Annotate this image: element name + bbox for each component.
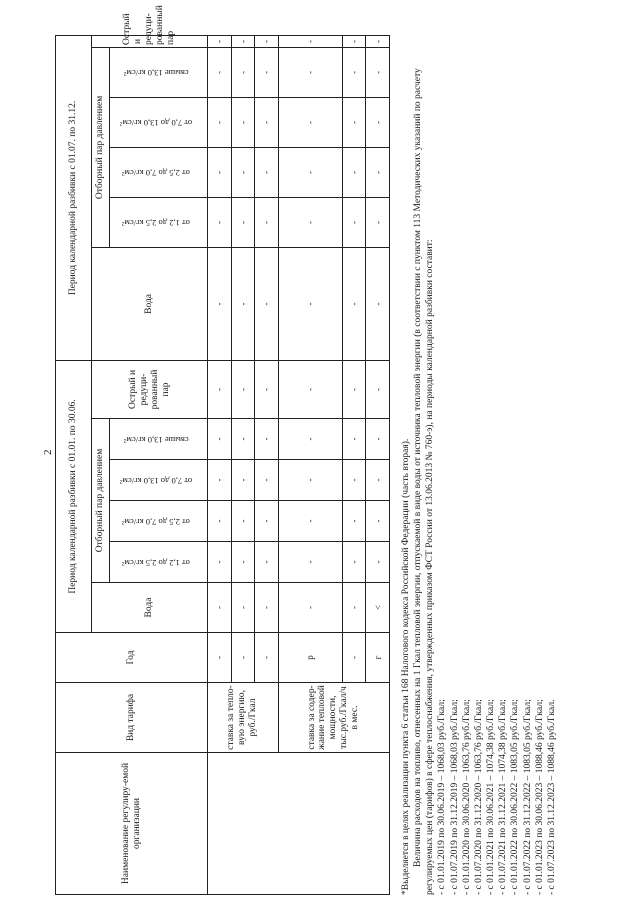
- value-cell: -: [366, 501, 390, 542]
- value-cell: -: [255, 542, 279, 583]
- header-steam-4-2: свыше 13,0 кг/см²: [109, 47, 207, 97]
- value-cell: -: [342, 583, 366, 633]
- value-cell: -: [231, 197, 255, 247]
- list-item: - с 01.07.2021 по 31.12.2021 – 1074,38 руб./Гкал;: [498, 699, 509, 895]
- value-cell: -: [342, 460, 366, 501]
- header-sharp-steam-2: Острый и редуци-рованный пар: [92, 36, 208, 48]
- header-tariff-type: Вид тарифа: [56, 683, 208, 753]
- value-cell: -: [208, 419, 232, 460]
- value-cell: -: [278, 147, 342, 197]
- value-cell: -: [366, 36, 390, 48]
- value-cell: <: [366, 583, 390, 633]
- notes-block: [400, 35, 558, 895]
- header-period-1: Период календарной разбивки с 01.01. по 30.06.: [56, 360, 92, 632]
- value-cell: -: [255, 247, 279, 360]
- value-cell: -: [366, 419, 390, 460]
- value-cell: -: [278, 36, 342, 48]
- value-cell: -: [366, 542, 390, 583]
- list-item: - с 01.01.2023 по 30.06.2023 – 1088,46 руб./Гкал;: [534, 699, 545, 895]
- list-item: - с 01.01.2021 по 30.06.2021 – 1074,38 руб./Гкал;: [486, 699, 497, 895]
- value-cell: -: [366, 147, 390, 197]
- value-cell: -: [231, 97, 255, 147]
- value-cell: -: [255, 147, 279, 197]
- fuel-cost-list: [436, 35, 558, 895]
- value-cell: -: [208, 147, 232, 197]
- value-cell: -: [342, 501, 366, 542]
- value-cell: -: [208, 360, 232, 418]
- value-cell: -: [366, 360, 390, 418]
- value-cell: -: [208, 197, 232, 247]
- fuel-cost-paragraph: Величина расходов на топливо, отнесенных на 1 Гкал тепловой энергии, отпускаемой в виде воды от источника тепловой энергии (в соответствии с пунктом 113 Методических указаний по расчету регулируемых цен (тарифов) в сфере теплоснабжения, утвержденных приказом ФСТ России от 13.06.2013 № 760-э), на периоды календарной разбивки составит:: [413, 68, 436, 895]
- value-cell: -: [366, 460, 390, 501]
- value-cell: -: [342, 542, 366, 583]
- value-cell: -: [255, 419, 279, 460]
- year-cell: г: [366, 633, 390, 683]
- tariff-table: [55, 5, 390, 895]
- header-steam-1-2: от 1,2 до 2,5 кг/см²: [109, 197, 207, 247]
- list-item: - с 01.07.2020 по 31.12.2020 – 1063,76 руб./Гкал;: [473, 699, 484, 895]
- value-cell: -: [231, 36, 255, 48]
- header-org-name: Наименование регулиру-емой организации: [56, 753, 208, 895]
- value-cell: -: [255, 501, 279, 542]
- header-steam-group-1: Отборный пар давлением: [92, 419, 109, 583]
- value-cell: -: [208, 36, 232, 48]
- page-number: 2: [42, 449, 54, 455]
- value-cell: -: [278, 419, 342, 460]
- header-steam-2-1: от 2,5 до 7,0 кг/см²: [109, 501, 207, 542]
- value-cell: -: [231, 360, 255, 418]
- value-cell: -: [208, 247, 232, 360]
- tariff-table-body: [208, 36, 390, 895]
- header-steam-4-1: свыше 13,0 кг/см²: [109, 419, 207, 460]
- value-cell: -: [278, 360, 342, 418]
- year-cell: -: [231, 633, 255, 683]
- value-cell: -: [278, 501, 342, 542]
- value-cell: -: [208, 501, 232, 542]
- value-cell: -: [342, 247, 366, 360]
- table-row: [208, 36, 232, 895]
- value-cell: -: [255, 360, 279, 418]
- header-water-2: Вода: [92, 247, 208, 360]
- header-year: Год: [56, 633, 208, 683]
- header-sharp-steam-1: Острый и редуци-рованный пар: [92, 360, 208, 418]
- value-cell: -: [255, 47, 279, 97]
- header-water-1: Вода: [92, 583, 208, 633]
- value-cell: -: [208, 97, 232, 147]
- value-cell: -: [231, 419, 255, 460]
- value-cell: -: [208, 542, 232, 583]
- value-cell: -: [366, 247, 390, 360]
- value-cell: -: [278, 542, 342, 583]
- value-cell: -: [255, 197, 279, 247]
- value-cell: -: [342, 36, 366, 48]
- value-cell: -: [208, 583, 232, 633]
- list-item: - с 01.07.2022 по 31.12.2022 – 1083,05 руб./Гкал;: [522, 699, 533, 895]
- value-cell: -: [255, 583, 279, 633]
- header-steam-1-1: от 1,2 до 2,5 кг/см²: [109, 542, 207, 583]
- value-cell: -: [231, 460, 255, 501]
- list-item: - с 01.01.2019 по 30.06.2019 – 1068,03 руб./Гкал;: [437, 699, 448, 895]
- value-cell: -: [278, 97, 342, 147]
- tariff-type-cell: ставка за содер-жание тепловой мощности, тыс.руб./Гкал/ч в мес.: [278, 683, 389, 753]
- year-cell: -: [255, 633, 279, 683]
- list-item: - с 01.07.2019 по 31.12.2019 – 1068,03 руб./Гкал;: [449, 699, 460, 895]
- value-cell: -: [231, 583, 255, 633]
- value-cell: -: [208, 47, 232, 97]
- value-cell: -: [208, 460, 232, 501]
- value-cell: -: [342, 147, 366, 197]
- header-steam-3-1: от 7,0 до 13,0 кг/см²: [109, 460, 207, 501]
- value-cell: -: [255, 97, 279, 147]
- value-cell: -: [255, 36, 279, 48]
- value-cell: -: [278, 197, 342, 247]
- header-period-2: Период календарной разбивки с 01.07. по 31.12.: [56, 36, 92, 361]
- value-cell: -: [278, 583, 342, 633]
- tariff-type-cell: ставка за тепло-вую энергию, руб./Гкал: [208, 683, 279, 753]
- year-cell: -: [342, 633, 366, 683]
- header-steam-3-2: от 7,0 до 13,0 кг/см²: [109, 97, 207, 147]
- value-cell: -: [231, 501, 255, 542]
- footnote: *Выделяется в целях реализации пункта 6 статьи 168 Налогового кодекса Российской Федерации (часть вторая).: [401, 438, 411, 895]
- value-cell: -: [231, 47, 255, 97]
- list-item: - с 01.01.2022 по 30.06.2022 – 1083,05 руб./Гкал;: [510, 699, 521, 895]
- header-steam-2-2: от 2,5 до 7,0 кг/см²: [109, 147, 207, 197]
- value-cell: -: [342, 360, 366, 418]
- value-cell: -: [231, 247, 255, 360]
- value-cell: -: [366, 97, 390, 147]
- value-cell: -: [278, 47, 342, 97]
- value-cell: -: [231, 542, 255, 583]
- value-cell: -: [366, 197, 390, 247]
- header-steam-group-2: Отборный пар давлением: [92, 47, 109, 247]
- list-item: - с 01.07.2023 по 31.12.2023 – 1088,46 руб./Гкал.: [546, 699, 557, 895]
- value-cell: -: [342, 97, 366, 147]
- value-cell: -: [255, 460, 279, 501]
- value-cell: -: [342, 47, 366, 97]
- year-cell: -: [208, 633, 232, 683]
- value-cell: -: [278, 247, 342, 360]
- value-cell: -: [231, 147, 255, 197]
- value-cell: -: [342, 419, 366, 460]
- value-cell: -: [278, 460, 342, 501]
- year-cell: р: [278, 633, 342, 683]
- org-name-cell: [208, 753, 390, 895]
- list-item: - с 01.01.2020 по 30.06.2020 – 1063,76 руб./Гкал;: [461, 699, 472, 895]
- value-cell: -: [342, 197, 366, 247]
- value-cell: -: [366, 47, 390, 97]
